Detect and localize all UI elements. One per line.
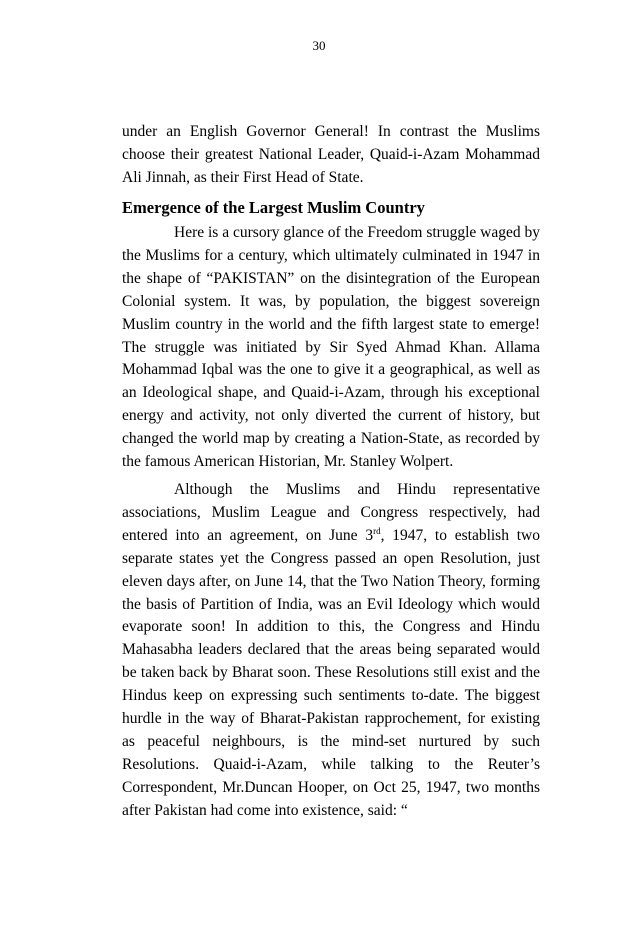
paragraph-text-before-date: Although the Muslims and Hindu representative associations, Muslim League and Congress respectively, had entered into an agreement, on June 3 bbox=[122, 480, 540, 544]
continued-paragraph-text: under an English Governor General! In contrast the Muslims choose their greatest National Leader, Quaid-i-Azam Mohammad Ali Jinnah, as their First Head of State. bbox=[122, 123, 540, 186]
paragraph-text-after-date: , 1947, to establish two separate states yet the Congress passed an open Resolution, just eleven days after, on June 14, that the Two Nation Theory, forming the basis of Partition of India, was an Evil Ideology which would evaporate soon! In addition to this, the Congress and Hindu Mahasabha leaders declared that the areas being separated would be taken back by Bharat soon. These Resolutions still exist and the Hindus keep on expressing such sentiments to-date. The biggest hurdle in the way of Bharat-Pakistan rapprochement, for existing as peaceful neighbours, is the mind-set nurtured by such Resolutions. Quaid-i-Azam, while talking to the Reuter’s Correspondent, Mr.Duncan Hooper, on Oct 25, 1947, two months after Pakistan had come into existence, said: “ bbox=[122, 526, 540, 819]
paragraph-congress-resolution bbox=[122, 479, 540, 823]
section-body bbox=[122, 222, 540, 823]
continued-paragraph bbox=[122, 121, 540, 190]
section-heading: Emergence of the Largest Muslim Country bbox=[122, 198, 425, 217]
page-number: 30 bbox=[312, 38, 326, 53]
date-ordinal-suffix: rd bbox=[373, 525, 381, 536]
paragraph-freedom-struggle: Here is a cursory glance of the Freedom struggle waged by the Muslims for a century, which ultimately culminated in 1947 in the shape of “PAKISTAN” on the disintegration of the European Colonial system. It was, by population, the biggest sovereign Muslim country in the world and the fifth largest state to emerge! The struggle was initiated by Sir Syed Ahmad Khan. Allama Mohammad Iqbal was the one to give it a geographical, as well as an Ideological shape, and Quaid-i-Azam, through his exceptional energy and activity, not only diverted the current of history, but changed the world map by creating a Nation-State, as recorded by the famous American Historian, Mr. Stanley Wolpert. bbox=[122, 224, 540, 471]
